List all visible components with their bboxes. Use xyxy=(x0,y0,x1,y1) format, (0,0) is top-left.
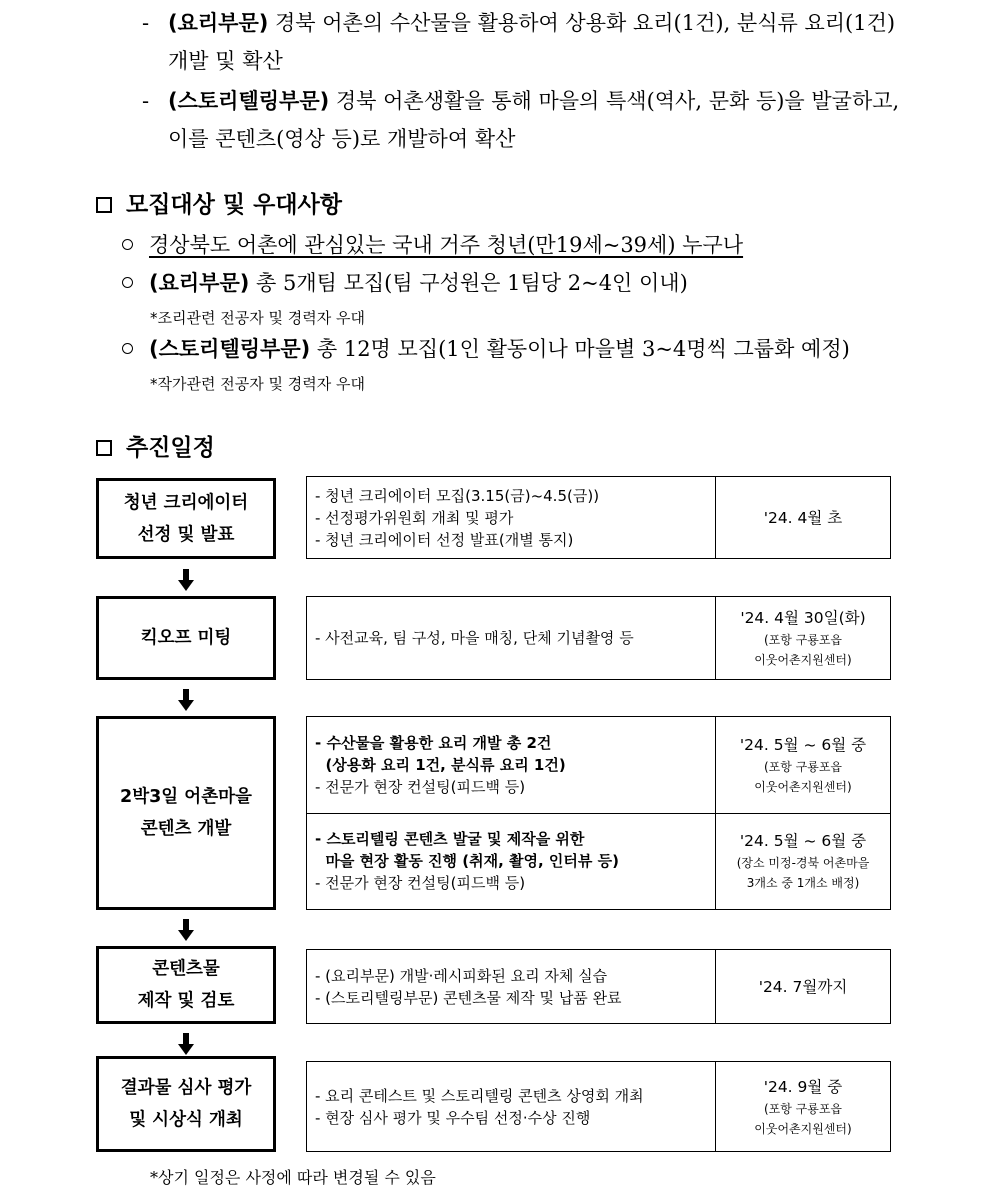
down-arrow-icon xyxy=(178,1033,194,1055)
schedule-row xyxy=(307,813,890,910)
schedule-description: - 요리 콘테스트 및 스토리텔링 콘텐츠 상영회 개최 - 현장 심사 평가 및 우수팀 선정·수상 진행 xyxy=(307,1062,716,1151)
checkbox-icon xyxy=(96,440,112,456)
schedule-period: '24. 4월 초 xyxy=(763,508,843,527)
schedule-period: '24. 7월까지 xyxy=(758,977,848,996)
schedule-description: - 스토리텔링 콘텐츠 발굴 및 제작을 위한 마을 현장 활동 진행 (취재, 촬영, 인터뷰 등) - 전문가 현장 컨설팅(피드백 등) xyxy=(307,814,716,910)
stage-production-review: 콘텐츠물 제작 및 검토 xyxy=(96,946,276,1024)
recruit-note-cooking: *조리관련 전공자 및 경력자 우대 xyxy=(150,309,365,327)
recruit-section-title: 모집대상 및 우대사항 xyxy=(96,190,342,220)
schedule-row xyxy=(307,597,890,679)
down-arrow-icon xyxy=(178,569,194,591)
stage-selection-detail xyxy=(306,476,891,559)
schedule-period: '24. 5월 ~ 6월 중 (포항 구룡포읍 이웃어촌지원센터) xyxy=(739,735,867,794)
recruit-item-storytelling: (스토리텔링부문) 총 12명 모집(1인 활동이나 마을별 3~4명씩 그룹화 예정) xyxy=(122,332,850,366)
checkbox-icon xyxy=(96,197,112,213)
stage-production-review-detail xyxy=(306,949,891,1024)
schedule-row xyxy=(307,1062,890,1151)
schedule-description: - (요리부문) 개발·레시피화된 요리 자체 실습 - (스토리텔링부문) 콘텐츠물 제작 및 납품 완료 xyxy=(307,950,716,1023)
recruit-item-eligibility: 경상북도 어촌에 관심있는 국내 거주 청년(만19세~39세) 누구나 xyxy=(122,228,743,262)
recruit-note-storytelling: *작가관련 전공자 및 경력자 우대 xyxy=(150,375,365,393)
stage-kickoff: 킥오프 미팅 xyxy=(96,596,276,680)
intro-item-cooking: - (요리부문) 경북 어촌의 수산물을 활용하여 상용화 요리(1건), 분식류 요리(1건) 개발 및 확산 xyxy=(142,11,896,73)
recruit-item-cooking: (요리부문) 총 5개팀 모집(팀 구성원은 1팀당 2~4인 이내) xyxy=(122,266,688,300)
down-arrow-icon xyxy=(178,919,194,941)
stage-content-development-detail xyxy=(306,716,891,910)
schedule-description: - 사전교육, 팀 구성, 마을 매칭, 단체 기념촬영 등 xyxy=(307,597,716,679)
schedule-row xyxy=(307,477,890,558)
stage-content-development: 2박3일 어촌마을 콘텐츠 개발 xyxy=(96,716,276,910)
stage-selection: 청년 크리에이터 선정 및 발표 xyxy=(96,478,276,559)
circle-bullet-icon xyxy=(122,343,133,354)
intro-item-storytelling: - (스토리텔링부문) 경북 어촌생활을 통해 마을의 특색(역사, 문화 등)을 발굴하고, 이를 콘텐츠(영상 등)로 개발하여 확산 xyxy=(142,89,900,151)
schedule-row xyxy=(307,717,890,813)
schedule-footnote: *상기 일정은 사정에 따라 변경될 수 있음 xyxy=(150,1168,436,1187)
schedule-description: - 수산물을 활용한 요리 개발 총 2건 (상용화 요리 1건, 분식류 요리 1건) - 전문가 현장 컨설팅(피드백 등) xyxy=(307,717,716,813)
schedule-row xyxy=(307,950,890,1023)
stage-evaluation-ceremony-detail xyxy=(306,1061,891,1152)
stage-evaluation-ceremony: 결과물 심사 평가 및 시상식 개최 xyxy=(96,1056,276,1152)
schedule-description: - 청년 크리에이터 모집(3.15(금)~4.5(금)) - 선정평가위원회 개최 및 평가 - 청년 크리에이터 선정 발표(개별 통지) xyxy=(307,477,716,558)
down-arrow-icon xyxy=(178,689,194,711)
schedule-period: '24. 5월 ~ 6월 중 (장소 미정-경북 어촌마을 3개소 중 1개소 배정) xyxy=(736,832,870,891)
circle-bullet-icon xyxy=(122,277,133,288)
schedule-period: '24. 9월 중 (포항 구룡포읍 이웃어촌지원센터) xyxy=(754,1077,852,1136)
schedule-section-title: 추진일정 xyxy=(96,433,215,463)
stage-kickoff-detail xyxy=(306,596,891,680)
circle-bullet-icon xyxy=(122,239,133,250)
schedule-period: '24. 4월 30일(화) (포항 구룡포읍 이웃어촌지원센터) xyxy=(740,609,866,667)
